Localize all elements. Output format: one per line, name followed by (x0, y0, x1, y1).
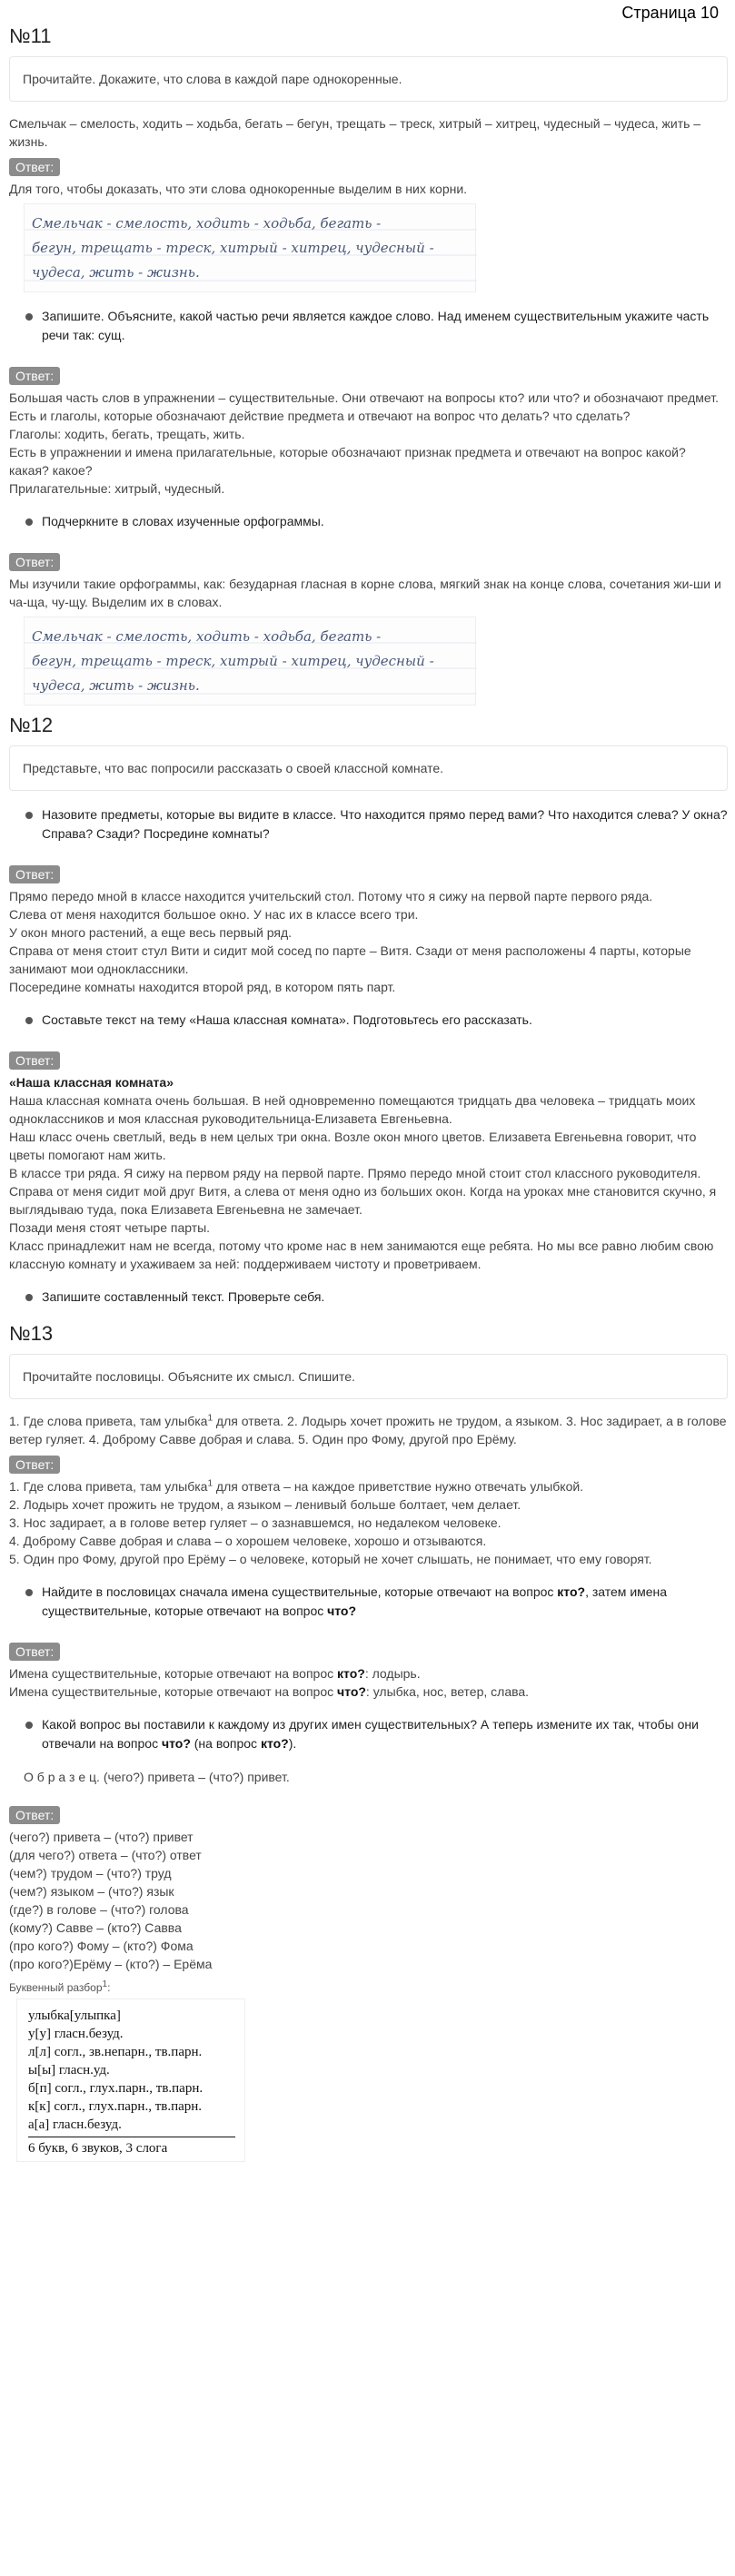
answer-badge: Ответ: (9, 1051, 60, 1070)
phonetic-parse-caption: Буквенный разбор$^1$: (9, 1979, 111, 1994)
question-text: Назовите предметы, которые вы видите в классе. Что находится прямо перед вами? Что находится слева? У окна? Справа? Сзади? Посредине комнаты? (42, 807, 728, 841)
question-text: Какой вопрос вы поставили к каждому из других имен существительных? А теперь измените их так, чтобы они отвечали на вопрос что? (на вопрос кто?). (42, 1717, 699, 1751)
question-item (25, 1011, 728, 1030)
handwritten-line-3: чудеса, жить - жизнь. (32, 264, 200, 281)
handwritten-line-1: Смельчак - смелость, ходить - ходьба, бегать - (32, 628, 382, 645)
answer-text: 4. Доброму Савве добрая и слава – о хорошем человеке, хорошо и отзываются. (9, 1534, 487, 1548)
question-item (25, 307, 728, 345)
task-11 (9, 24, 728, 706)
answer-text: Мы изучили такие орфограммы, как: безударная гласная в корне слова, мягкий знак на конце слова, сочетания жи-ши и ча-ща, чу-щу. Выделим их в словах. (9, 577, 721, 609)
parse-row: а[а] гласн.безуд. (28, 2117, 122, 2132)
answer-text: Имена существительные, которые отвечают на вопрос кто?: лодырь. (9, 1666, 421, 1681)
task-number: №12 (9, 714, 54, 736)
parse-row: б[п] согл., глух.парн., тв.парн. (28, 2081, 204, 2096)
answer-badge: Ответ: (9, 1806, 60, 1824)
answer-badge: Ответ: (9, 553, 60, 571)
parse-total: 6 букв, 6 звуков, 3 слога (28, 2137, 235, 2157)
answer-badge: Ответ: (9, 1456, 60, 1474)
essay-paragraph: Позади меня стоят четыре парты. (9, 1220, 211, 1235)
answer-text: Справа от меня стоит стул Вити и сидит мой сосед по парте – Витя. Сзади от меня расположены 4 парты, которые занимают мои одноклассники. (9, 943, 691, 976)
answer-text: Слева от меня находится большое окно. У нас их в классе всего три. (9, 907, 419, 922)
answer-text: Посередине комнаты находится второй ряд, в котором пять парт. (9, 980, 396, 994)
question-item (25, 1288, 728, 1307)
answer-text: (чего?) привета – (что?) привет (9, 1830, 194, 1844)
answer-text: 2. Лодырь хочет прожить не трудом, а языком – ленивый больше болтает, чем делает. (9, 1497, 521, 1512)
answer-text: (кому?) Савве – (кто?) Савва (9, 1920, 182, 1935)
essay-paragraph: Класс принадлежит нам не всегда, потому что кроме нас в нем занимаются еще ребята. Но мы все равно любим свою классную комнату и ухаживаем за ней: поддерживаем чистоту и проветриваем. (9, 1239, 714, 1271)
bullet-icon (25, 1589, 33, 1596)
proverbs-text: 1. Где слова привета, там улыбка$^1$ для ответа. 2. Лодырь хочет прожить не трудом, а языком. 3. Нос задирает, а в голове ветер гуляет. 4. Доброму Савве добрая и слава. 5. Один про Фому, другой про Ерёму. (9, 1413, 727, 1446)
answer-text: У окон много растений, а еще весь первый ряд. (9, 925, 293, 940)
page-number: Страница 10 (621, 4, 719, 22)
answer-text: (для чего?) ответа – (что?) ответ (9, 1848, 202, 1862)
bullet-icon (25, 1017, 33, 1024)
essay-paragraph: Наш класс очень светлый, ведь в нем целых три окна. Возле окон много цветов. Елизавета Евгеньевна говорит, что цветы помогают нам жить. (9, 1130, 697, 1162)
answer-text: (чем?) языком – (что?) язык (9, 1884, 174, 1899)
handwritten-line-2: бегун, трещать - треск, хитрый - хитрец, чудесный - (32, 240, 434, 256)
answer-text: Прямо передо мной в классе находится учительский стол. Потому что я сижу на первой парте первого ряда. (9, 889, 653, 903)
answer-text: Большая часть слов в упражнении – существительные. Они отвечают на вопросы кто? или что? и обозначают предмет. Есть и глаголы, которые обозначают действие предмета и отвечают на вопрос что делать? что сделать? (9, 390, 719, 423)
word-pairs: Смельчак – смелость, ходить – ходьба, бегать – бегун, трещать – треск, хитрый – хитрец, чудесный – чудеса, жить – жизнь. (9, 116, 701, 149)
parse-row: л[л] согл., зв.непарн., тв.парн. (28, 2045, 203, 2059)
answer-text: (где?) в голове – (что?) голова (9, 1902, 189, 1917)
question-text: Найдите в пословицах сначала имена существительные, которые отвечают на вопрос кто?, затем имена существительные, которые отвечают на вопрос что? (42, 1584, 668, 1618)
answer-badge: Ответ: (9, 367, 60, 385)
answer-text: 1. Где слова привета, там улыбка$^1$ для ответа – на каждое приветствие нужно отвечать улыбкой. (9, 1478, 584, 1494)
task-12 (9, 713, 728, 1307)
answer-badge: Ответ: (9, 865, 60, 883)
parse-row: к[к] согл., глух.парн., тв.парн. (28, 2099, 203, 2114)
answer-text: Глаголы: ходить, бегать, трещать, жить. (9, 427, 245, 441)
phonetic-parse-table (16, 1999, 245, 2162)
parse-row: у[у] гласн.безуд. (28, 2027, 124, 2041)
answer-text: Прилагательные: хитрый, чудесный. (9, 481, 225, 496)
handwritten-answer-image (24, 203, 476, 292)
parse-word: улыбка[улыпка] (28, 2008, 121, 2023)
task-13 (9, 1321, 728, 2162)
bullet-icon (25, 313, 33, 321)
question-text: Запишите составленный текст. Проверьте себя. (42, 1289, 325, 1304)
answer-text: 3. Нос задирает, а в голове ветер гуляет – о зазнавшемся, но недалеком человеке. (9, 1515, 502, 1530)
task-statement: Прочитайте пословицы. Объясните их смысл. Спишите. (9, 1354, 728, 1399)
bullet-icon (25, 518, 33, 526)
task-number: №13 (9, 1322, 54, 1345)
bullet-icon (25, 1722, 33, 1729)
essay-title: «Наша классная комната» (9, 1075, 174, 1090)
essay-paragraph: Наша классная комната очень большая. В ней одновременно помещаются тридцать два человека – тридцать моих одноклассников и моя классная руководительница-Елизавета Евгеньевна. (9, 1093, 696, 1126)
bullet-icon (25, 812, 33, 819)
answer-text: Имена существительные, которые отвечают на вопрос что?: улыбка, нос, ветер, слава. (9, 1684, 530, 1699)
handwritten-line-3: чудеса, жить - жизнь. (32, 677, 200, 694)
question-text: Составьте текст на тему «Наша классная комната». Подготовьтесь его рассказать. (42, 1012, 532, 1027)
answer-badge: Ответ: (9, 158, 60, 176)
answer-text: Есть в упражнении и имена прилагательные, которые обозначают признак предмета и отвечают на вопрос какой? какая? какое? (9, 445, 686, 478)
question-item (25, 1715, 728, 1753)
question-item (25, 512, 728, 531)
answer-text: Для того, чтобы доказать, что эти слова однокоренные выделим в них корни. (9, 182, 468, 196)
task-number: №11 (9, 25, 52, 47)
question-item (25, 1583, 728, 1621)
parse-row: ы[ы] гласн.уд. (28, 2063, 110, 2078)
answer-badge: Ответ: (9, 1643, 60, 1661)
handwritten-line-1: Смельчак - смелость, ходить - ходьба, бегать - (32, 215, 382, 232)
answer-text: 5. Один про Фому, другой про Ерёму – о человеке, который не хочет слышать, не понимает, что ему говорят. (9, 1552, 652, 1566)
handwritten-answer-image (24, 617, 476, 706)
answer-text: (про кого?)Ерёму – (кто?) – Ерёма (9, 1957, 213, 1971)
task-statement: Прочитайте. Докажите, что слова в каждой паре однокоренные. (9, 56, 728, 102)
question-item (25, 805, 728, 844)
task-statement: Представьте, что вас попросили рассказать о своей классной комнате. (9, 745, 728, 791)
answer-text: (про кого?) Фому – (кто?) Фома (9, 1939, 194, 1953)
bullet-icon (25, 1294, 33, 1301)
question-text: Запишите. Объясните, какой частью речи является каждое слово. Над именем существительным укажите часть речи так: сущ. (42, 309, 710, 342)
essay-paragraph: В классе три ряда. Я сижу на первом ряду на первой парте. Прямо передо мной стоит стол классного руководителя. Справа от меня сидит мой друг Витя, а слева от меня одно из больших окон. Когда на уроках мне становится скучно, я выглядываю туда, пока Елизавета Евгеньевна не замечает. (9, 1166, 717, 1217)
question-text: Подчеркните в словах изученные орфограммы. (42, 514, 324, 528)
sample-text: О б р а з е ц. (чего?) привета – (что?) привет. (24, 1770, 290, 1784)
handwritten-line-2: бегун, трещать - треск, хитрый - хитрец, чудесный - (32, 653, 434, 669)
answer-text: (чем?) трудом – (что?) труд (9, 1866, 172, 1880)
